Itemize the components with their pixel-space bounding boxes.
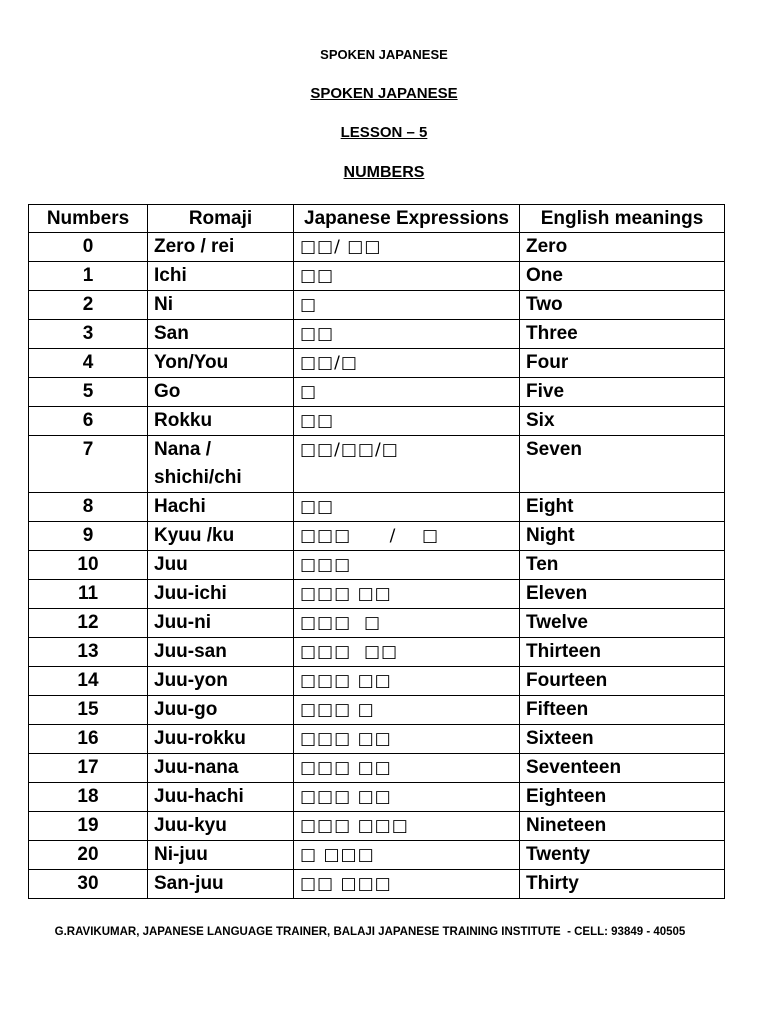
cell-japanese: □□□ □□: [294, 638, 520, 667]
cell-romaji: Go: [148, 378, 294, 407]
cell-number: 15: [29, 696, 148, 725]
cell-english: Thirteen: [520, 638, 725, 667]
table-row: [29, 522, 725, 551]
cell-japanese: □□□ □□: [294, 783, 520, 812]
cell-english: Eighteen: [520, 783, 725, 812]
cell-english: Eleven: [520, 580, 725, 609]
table-row: [29, 493, 725, 522]
cell-english: Six: [520, 407, 725, 436]
table-row: [29, 754, 725, 783]
table-row: [29, 378, 725, 407]
cell-japanese: □□□ □□□: [294, 812, 520, 841]
column-header-numbers: Numbers: [29, 205, 148, 233]
table-body: [29, 233, 725, 899]
cell-number: 12: [29, 609, 148, 638]
table-row: [29, 783, 725, 812]
cell-romaji: Nana / shichi/chi: [148, 436, 294, 493]
cell-number: 6: [29, 407, 148, 436]
cell-number: 5: [29, 378, 148, 407]
table-row: [29, 667, 725, 696]
table-row: [29, 262, 725, 291]
cell-english: One: [520, 262, 725, 291]
cell-number: 11: [29, 580, 148, 609]
cell-number: 20: [29, 841, 148, 870]
cell-english: Twenty: [520, 841, 725, 870]
cell-japanese: □□□ □□: [294, 725, 520, 754]
cell-english: Zero: [520, 233, 725, 262]
cell-number: 14: [29, 667, 148, 696]
document-title: SPOKEN JAPANESE: [310, 85, 458, 102]
cell-number: 10: [29, 551, 148, 580]
cell-number: 2: [29, 291, 148, 320]
cell-romaji: Hachi: [148, 493, 294, 522]
cell-number: 3: [29, 320, 148, 349]
cell-japanese: □: [294, 291, 520, 320]
cell-japanese: □□□ / □: [294, 522, 520, 551]
cell-japanese: □□□ □: [294, 696, 520, 725]
cell-english: Thirty: [520, 870, 725, 899]
table-row: [29, 580, 725, 609]
column-header-romaji: Romaji: [148, 205, 294, 233]
cell-japanese: □□: [294, 320, 520, 349]
cell-number: 4: [29, 349, 148, 378]
cell-romaji: Juu-kyu: [148, 812, 294, 841]
cell-japanese: □: [294, 378, 520, 407]
table-row: [29, 349, 725, 378]
table-row: [29, 233, 725, 262]
cell-english: Fifteen: [520, 696, 725, 725]
table-row: [29, 725, 725, 754]
cell-romaji: Kyuu /ku: [148, 522, 294, 551]
cell-romaji: Juu-hachi: [148, 783, 294, 812]
document-footer: G.RAVIKUMAR, JAPANESE LANGUAGE TRAINER, BALAJI JAPANESE TRAINING INSTITUTE - CELL: 93849 - 40505: [54, 926, 686, 938]
cell-english: Five: [520, 378, 725, 407]
cell-english: Ten: [520, 551, 725, 580]
table-row: [29, 841, 725, 870]
table-row: [29, 696, 725, 725]
cell-number: 16: [29, 725, 148, 754]
cell-number: 1: [29, 262, 148, 291]
cell-romaji: Zero / rei: [148, 233, 294, 262]
cell-english: Eight: [520, 493, 725, 522]
cell-number: 8: [29, 493, 148, 522]
cell-english: Fourteen: [520, 667, 725, 696]
table-row: [29, 551, 725, 580]
cell-english: Night: [520, 522, 725, 551]
cell-romaji: Yon/You: [148, 349, 294, 378]
cell-number: 19: [29, 812, 148, 841]
cell-english: Three: [520, 320, 725, 349]
column-header-japanese: Japanese Expressions: [294, 205, 520, 233]
cell-english: Seventeen: [520, 754, 725, 783]
document-running-title: SPOKEN JAPANESE: [320, 47, 448, 62]
cell-japanese: □□□ □□: [294, 754, 520, 783]
cell-number: 7: [29, 436, 148, 493]
table-row: [29, 812, 725, 841]
cell-english: Seven: [520, 436, 725, 493]
cell-number: 9: [29, 522, 148, 551]
cell-number: 18: [29, 783, 148, 812]
cell-romaji: Ni: [148, 291, 294, 320]
numbers-table: [28, 204, 725, 899]
cell-romaji: Juu-ni: [148, 609, 294, 638]
cell-romaji: Juu: [148, 551, 294, 580]
cell-english: Four: [520, 349, 725, 378]
cell-english: Two: [520, 291, 725, 320]
table-row: [29, 407, 725, 436]
cell-japanese: □□: [294, 493, 520, 522]
cell-romaji: Juu-yon: [148, 667, 294, 696]
cell-romaji: Juu-rokku: [148, 725, 294, 754]
table-row: [29, 638, 725, 667]
cell-romaji: Ni-juu: [148, 841, 294, 870]
cell-number: 13: [29, 638, 148, 667]
cell-english: Twelve: [520, 609, 725, 638]
cell-japanese: □□□: [294, 551, 520, 580]
cell-number: 0: [29, 233, 148, 262]
cell-japanese: □□/□: [294, 349, 520, 378]
cell-romaji: Juu-ichi: [148, 580, 294, 609]
cell-romaji: Juu-san: [148, 638, 294, 667]
table-row: [29, 291, 725, 320]
cell-number: 30: [29, 870, 148, 899]
cell-english: Nineteen: [520, 812, 725, 841]
topic-heading: NUMBERS: [343, 164, 425, 181]
cell-japanese: □□/□□/□: [294, 436, 520, 493]
table-header-row: [29, 205, 725, 233]
cell-number: 17: [29, 754, 148, 783]
cell-japanese: □□: [294, 262, 520, 291]
lesson-heading: LESSON – 5: [340, 124, 428, 141]
cell-romaji: Juu-nana: [148, 754, 294, 783]
cell-japanese: □□□ □□: [294, 580, 520, 609]
cell-japanese: □ □□□: [294, 841, 520, 870]
cell-romaji: San: [148, 320, 294, 349]
cell-japanese: □□/ □□: [294, 233, 520, 262]
cell-romaji: Ichi: [148, 262, 294, 291]
cell-romaji: Rokku: [148, 407, 294, 436]
table-row: [29, 436, 725, 493]
cell-japanese: □□□ □□: [294, 667, 520, 696]
cell-romaji: Juu-go: [148, 696, 294, 725]
column-header-english: English meanings: [520, 205, 725, 233]
table-row: [29, 320, 725, 349]
table-row: [29, 870, 725, 899]
table-row: [29, 609, 725, 638]
cell-japanese: □□□ □: [294, 609, 520, 638]
cell-english: Sixteen: [520, 725, 725, 754]
cell-japanese: □□: [294, 407, 520, 436]
cell-romaji: San-juu: [148, 870, 294, 899]
cell-japanese: □□ □□□: [294, 870, 520, 899]
